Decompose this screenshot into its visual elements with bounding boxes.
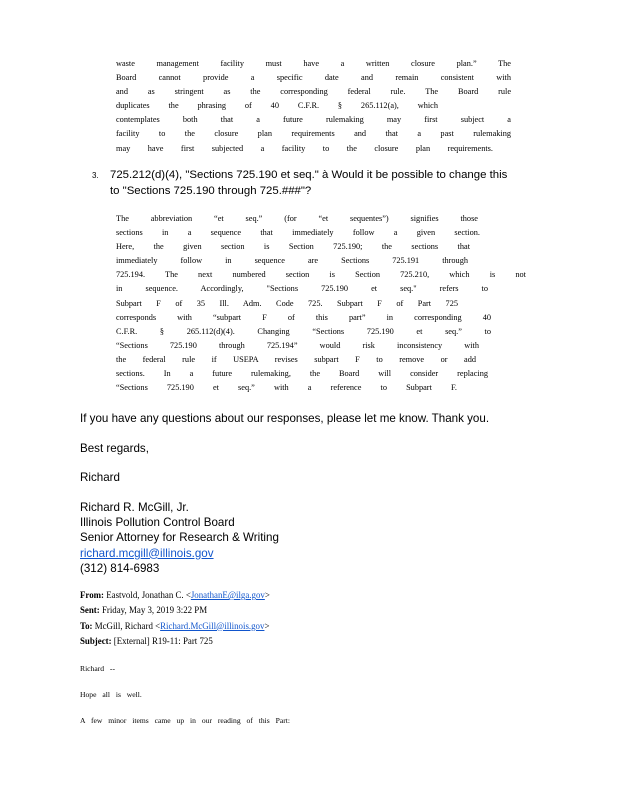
text-line: and as stringent as the corresponding federal rule. The Board rule [116, 87, 511, 97]
to-value: McGill, Richard < [92, 620, 161, 631]
text-line: duplicates the phrasing of 40 C.F.R. § 265.112(a), which [116, 101, 438, 111]
text-line: Here, the given section is Section 725.190; the sections that [116, 242, 470, 252]
response-paragraph-3 [116, 212, 526, 395]
text-line: waste management facility must have a written closure plan.” The [116, 59, 511, 68]
signature-phone: (312) 814-6983 [80, 561, 160, 575]
from-value: Eastvold, Jonathan C. < [104, 590, 191, 600]
header-to [80, 619, 270, 634]
text-line: The abbreviation “et seq.” (for “et sequentes”) signifies those [116, 214, 478, 223]
text-line: the federal rule if USEPA revises subpart F to remove or add [116, 354, 476, 364]
text-line: Board cannot provide a specific date and remain consistent with [116, 73, 511, 83]
closing-name: Richard [80, 471, 120, 484]
text-line: facility to the closure plan requirements and that a past rulemaking [116, 129, 511, 139]
question-line-1: 725.212(d)(4), "Sections 725.190 et seq." à Would it be possible to change this [110, 169, 508, 181]
to-label: To: [80, 620, 93, 631]
message-greeting: Richard -- [80, 664, 115, 673]
signature-title: Senior Attorney for Research & Writing [80, 531, 279, 545]
subject-value: [External] R19-11: Part 725 [111, 635, 213, 646]
text-line: “Sections 725.190 et seq.” with a reference to Subpart F. [116, 383, 457, 393]
to-email-link[interactable]: Richard.McGill@illinois.gov [160, 620, 265, 631]
header-sent [80, 603, 270, 618]
from-label: From: [80, 590, 104, 600]
text-line: sections. In a future rulemaking, the Board will consider replacing [116, 369, 488, 379]
subject-label: Subject: [80, 635, 112, 646]
text-line: Subpart F of 35 Ill. Adm. Code 725. Subpart F of Part 725 [116, 298, 458, 308]
signature-name: Richard R. McGill, Jr. [80, 501, 189, 514]
list-number: 3. [92, 171, 99, 180]
text-line: contemplates both that a future rulemaking may first subject a [116, 115, 511, 125]
text-line: sections in a sequence that immediately follow a given section. [116, 228, 480, 238]
text-line: immediately follow in sequence are Sections 725.191 through [116, 256, 468, 266]
text-line: in sequence. Accordingly, "Sections 725.190 et seq." refers to [116, 284, 488, 294]
closing-regards: Best regards, [80, 442, 149, 455]
response-paragraph-2 [116, 57, 511, 156]
header-from [80, 588, 270, 603]
text-line: “Sections 725.190 through 725.194” would risk inconsistency with [116, 340, 479, 350]
sent-value: Friday, May 3, 2019 3:22 PM [99, 605, 208, 616]
signature-email-link[interactable]: richard.mcgill@illinois.gov [80, 546, 214, 560]
to-close: > [264, 620, 270, 631]
closing-questions: If you have any questions about our responses, please let me know. Thank you. [80, 412, 490, 425]
question-text [110, 168, 530, 199]
header-subject [80, 634, 270, 649]
from-close: > [264, 590, 270, 600]
question-line-2: to "Sections 725.190 through 725.###"? [110, 184, 312, 197]
email-signature [80, 500, 279, 576]
sent-label: Sent: [80, 605, 100, 616]
message-header [80, 588, 270, 649]
text-line: C.F.R. § 265.112(d)(4). Changing “Sections 725.190 et seq.” to [116, 326, 491, 336]
signature-org: Illinois Pollution Control Board [80, 516, 235, 530]
text-line: corresponds with “subpart F of this part” in corresponding 40 [116, 312, 491, 322]
message-line-1: Hope all is well. [80, 690, 142, 699]
text-line: may have first subjected a facility to the closure plan requirements. [116, 143, 493, 153]
message-line-2: A few minor items came up in our reading of this Part: [80, 716, 290, 725]
from-email-link[interactable]: JonathanE@ilga.gov [190, 590, 265, 600]
text-line: 725.194. The next numbered section is Section 725.210, which is not [116, 270, 526, 280]
